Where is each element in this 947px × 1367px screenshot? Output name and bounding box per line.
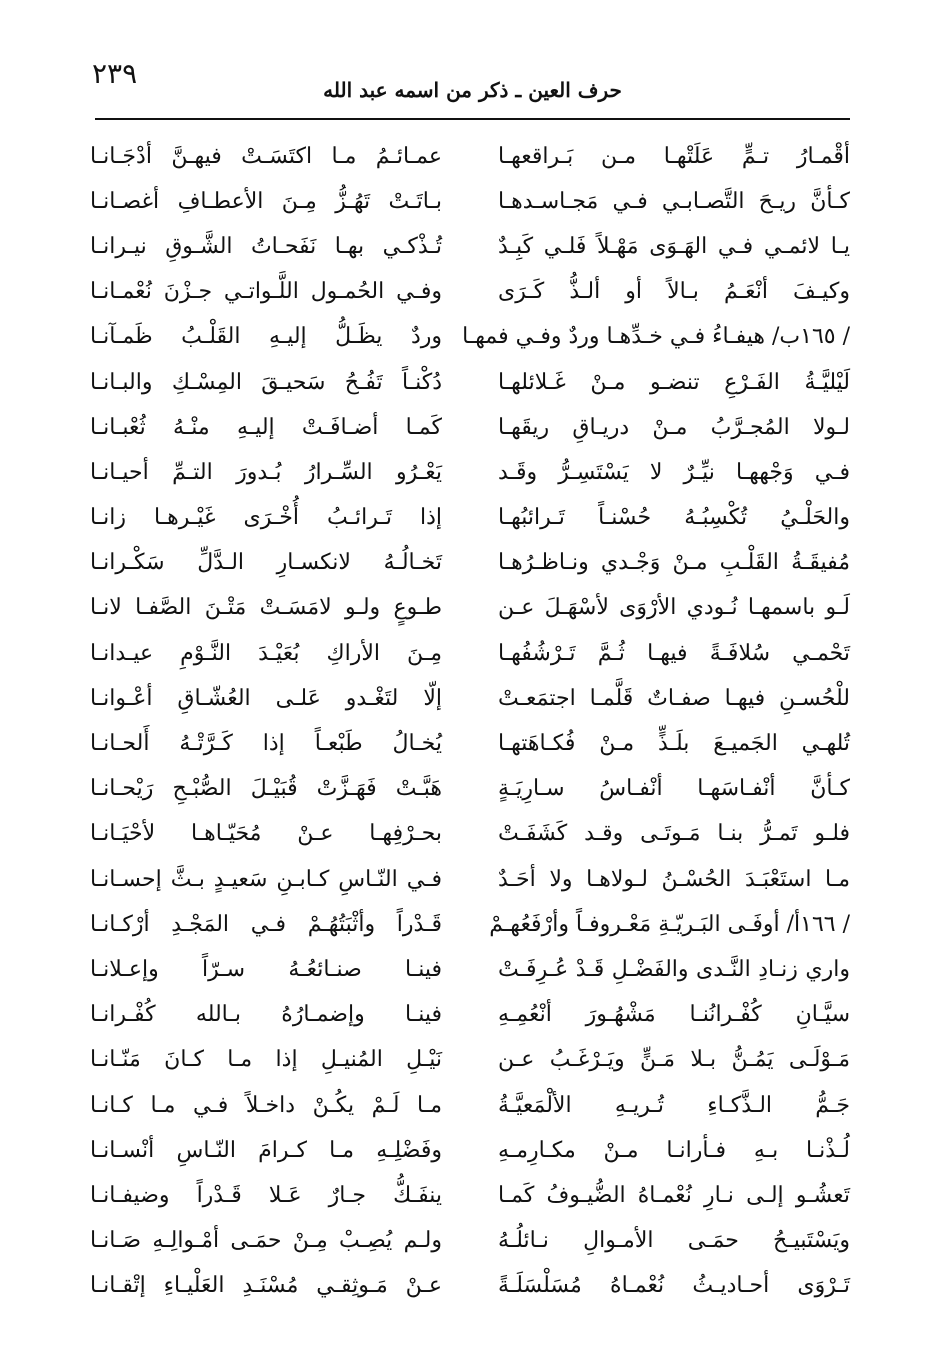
verse-row <box>90 1173 850 1218</box>
verse-row <box>90 270 850 315</box>
hemistich-right: لـولا المُجـرَّبُ مـنْ دريـاقِ ريقَهـا <box>498 414 850 440</box>
hemistich-left: فينـا وإضمـارُهُ بـالله كُفْـرانـا <box>90 1002 442 1028</box>
hemistich-left: بحـرْفِهـا عـنْ مُحَيّـاهـا لأحْيَـانـا <box>90 821 442 847</box>
running-head: حرف العين ـ ذكر من اسمه عبد الله <box>323 78 622 102</box>
hemistich-right: مُفيقَـةُ القَلْـبِ مـنْ وَجْـدي ونـاظـرُهـا <box>498 550 850 576</box>
hemistich-right: مـا استَعْبَـدَ الحُسْـنُ لـولاهـا ولا أحَـدٌ <box>498 866 850 892</box>
verse-row <box>90 315 850 360</box>
verse-row <box>90 812 850 857</box>
page-number: ٢٣٩ <box>92 57 138 90</box>
hemistich-right: تَعشُـو إلـى نـارِ نُعْمـاهُ الضُّيـوفُ كَمـا <box>498 1182 850 1208</box>
header-rule <box>95 118 850 120</box>
hemistich-right: / ١٦٦أ/ أوفَـى البَـريّـةِ مَعْـروفـاً وأرْفَعُهـمْ <box>489 911 850 937</box>
hemistich-left: تَخـالُـهُ لانكسـارِ الـدَّلِّ سَكْـرانـا <box>90 550 442 576</box>
hemistich-right: تُلهـي الجَميـعَ بلَـذٍّ مـنْ فُكـاهَتهـا <box>498 731 850 757</box>
hemistich-left: تُـذْكـي بهـا نَفَحـاتُ الشَّـوقِ نيـرانـا <box>90 233 442 259</box>
verse-row <box>90 450 850 495</box>
hemistich-left: طـوعٍ ولـو لامَسَـتْ مَتْـنَ الصَّفـا لانـا <box>90 595 442 621</box>
hemistich-left: إلّا لتَغْـدو عَلـى العُشّـاقِ أعْـوانـا <box>90 685 442 711</box>
hemistich-left: وردٌ يظَـلُّ إليـهِ القَلْـبُ ظَمـآنـا <box>90 324 442 350</box>
hemistich-right: تَحْمـي سُلافَـةً فيهـا ثُـمَّ تَـرْشُفُهـا <box>498 640 850 666</box>
verse-row <box>90 1264 850 1309</box>
hemistich-right: والحَلْـيُ تُكْسِبُـهُ حُسْنـاً تَـرائبُهـا <box>498 505 850 531</box>
hemistich-left: عـنْ مَـوثِقـي مُسْنَـدِ العَلْيـاءِ إتْقـانـا <box>90 1273 442 1299</box>
verse-row <box>90 541 850 586</box>
poem-body <box>90 134 850 1309</box>
verse-row <box>90 902 850 947</box>
hemistich-right: كـأنَّ ريـحَ التَّصـابـي فـي مَجـاسـدهـا <box>498 188 850 214</box>
hemistich-right: يـا لائمـي فـي الهَـوَى مَهْـلاً فَلـي كَبِـدٌ <box>498 233 850 259</box>
verse-row <box>90 134 850 179</box>
hemistich-right: جَـمُّ الـذَّكـاءِ تُـريـهِ الألْمَعيَّـةُ <box>498 1092 850 1118</box>
verse-row <box>90 1128 850 1173</box>
hemistich-left: مـا لَـمْ يكُـنْ داخـلاً فـي مـا كـانـا <box>90 1092 442 1118</box>
hemistich-right: كـأنَّ أنْفـاسَهـا أنْفـاسُ سـارِيَـةٍ <box>498 776 850 802</box>
verse-row <box>90 496 850 541</box>
hemistich-left: يَعْـرُو السِّـرارُ بُـدورَ التـمِّ أحيـانـا <box>90 459 442 485</box>
verse-row <box>90 405 850 450</box>
verse-row <box>90 857 850 902</box>
hemistich-left: مِـنَ الأراكِ بُعَيْـدَ النَّـوْمِ عيـدانـا <box>90 640 442 666</box>
hemistich-right: لُـذْنـا بـهِ فـأرانـا مـنْ مكـارِمـهِ <box>498 1137 850 1163</box>
verse-row <box>90 224 850 269</box>
hemistich-left: نَيْـلِ المُنيـلِ إذا مـا كـانَ مَنّـانـا <box>90 1047 442 1073</box>
verse-row <box>90 631 850 676</box>
hemistich-right: ويَسْتَبيـحُ حمَـى الأمـوالِ نـائلُـهُ <box>498 1228 850 1254</box>
verse-row <box>90 1038 850 1083</box>
hemistich-right: للْحُسـنِ فيهـا صفـاتٌ قَلَّمـا اجتمَعـتْ <box>498 685 850 711</box>
verse-row <box>90 721 850 766</box>
hemistich-left: يُخـالُ طَبْعـاً إذا كَـرَّتْـهُ أَلحـانـا <box>90 731 442 757</box>
hemistich-left: وفَضْلِـهِ مـا كـرامَ النّـاسِ أنْسـانـا <box>90 1137 442 1163</box>
hemistich-right: واري زنـادِ النَّـدى والفَضْـلِ قَـدْ عُـرِفَـتْ <box>498 956 850 982</box>
hemistich-right: فلـو تَمـرُّ بنـا مَـوتَـى وقـد كَشَفَـتْ <box>498 821 850 847</box>
hemistich-left: ولـم يُصِـبْ مِـنْ حمَـى أمْـوالِـهِ صَـانـا <box>90 1228 442 1254</box>
hemistich-left: فينـا صنـائعُـهُ سـرّاً وإعـلانـا <box>90 956 442 982</box>
verse-row <box>90 947 850 992</box>
verse-row <box>90 767 850 812</box>
hemistich-right: مَـوْلَـى يَمُـنُّ بـلا مَـنٍّ ويَـرْغَـبُ عـن <box>498 1047 850 1073</box>
hemistich-right: لَـو باسمهـا نُـودي الأرْوَى لأسْهَـلَ عـن <box>498 595 850 621</box>
verse-row <box>90 676 850 721</box>
hemistich-right: أقْمـارُ تـمٍّ عَلَتْهـا مـن بَـراقعهـا <box>498 143 850 169</box>
hemistich-right: / ١٦٥ب/ هيفـاءُ فـي خـدِّهـا وردٌ وفـي فمهـا <box>462 324 850 350</box>
hemistich-left: قَـدْراً وأثْبَتُهُـمْ فـي المَجْـدِ أرْكـانـا <box>90 911 442 937</box>
hemistich-left: بـاتَـتْ تَهُـزُّ مِـنَ الأعطـافِ أغصـانـا <box>90 188 442 214</box>
verse-row <box>90 179 850 224</box>
hemistich-left: ينفَـكُّ جـارٌ عَـلا قَـدْراً وضيفـانـا <box>90 1182 442 1208</box>
hemistich-right: سيَّـانِ كُفْـرانُنـا مَشْهُـورَ أنْعُمِـهِ <box>498 1002 850 1028</box>
hemistich-left: هَبَّـتْ فَهَـزَّتْ قُبَيْـلَ الصُّبْـحِ رَيْحـانـا <box>90 776 442 802</box>
verse-row <box>90 1083 850 1128</box>
hemistich-right: وكيـفَ أنْعَـمُ بـالاً أو ألـذُّ كَـرَى <box>498 279 850 305</box>
hemistich-right: لَيْليَّـةُ الفَـرْعِ تنضـو مـنْ غَـلائلهـا <box>498 369 850 395</box>
verse-row <box>90 360 850 405</box>
hemistich-left: عمـائـمُ مـا اكتَسَـتْ فيهـنَّ أدْجَـانـا <box>90 143 442 169</box>
hemistich-right: فـي وَجْههـا نيِّـرٌ لا يَسْتَسِـرُّ وقَـد <box>498 459 850 485</box>
verse-row <box>90 993 850 1038</box>
hemistich-left: دُكْنـاً تَفُـحُ سَحيـقَ المِسْـكِ والبـانـا <box>90 369 442 395</box>
hemistich-left: فـي النّـاسِ كـابـنِ سَعيـدٍ بـثَّ إحسـانـا <box>90 866 442 892</box>
hemistich-left: كَمـا أضـافَـتْ إليـهِ منْـهُ ثُعْبـانـا <box>90 414 442 440</box>
hemistich-left: وفـي الحُمـول اللَّـواتـي جـزْنَ نُعْمـانـا <box>90 279 442 305</box>
hemistich-right: تَـرْوَى أحـاديـثُ نُعْمـاهُ مُسَلْسَلَـةً <box>498 1273 850 1299</box>
hemistich-left: إذا تَـرائـبُ أُخْـرَى غَيْـرهـا زانـا <box>90 505 442 531</box>
verse-row <box>90 1219 850 1264</box>
verse-row <box>90 586 850 631</box>
